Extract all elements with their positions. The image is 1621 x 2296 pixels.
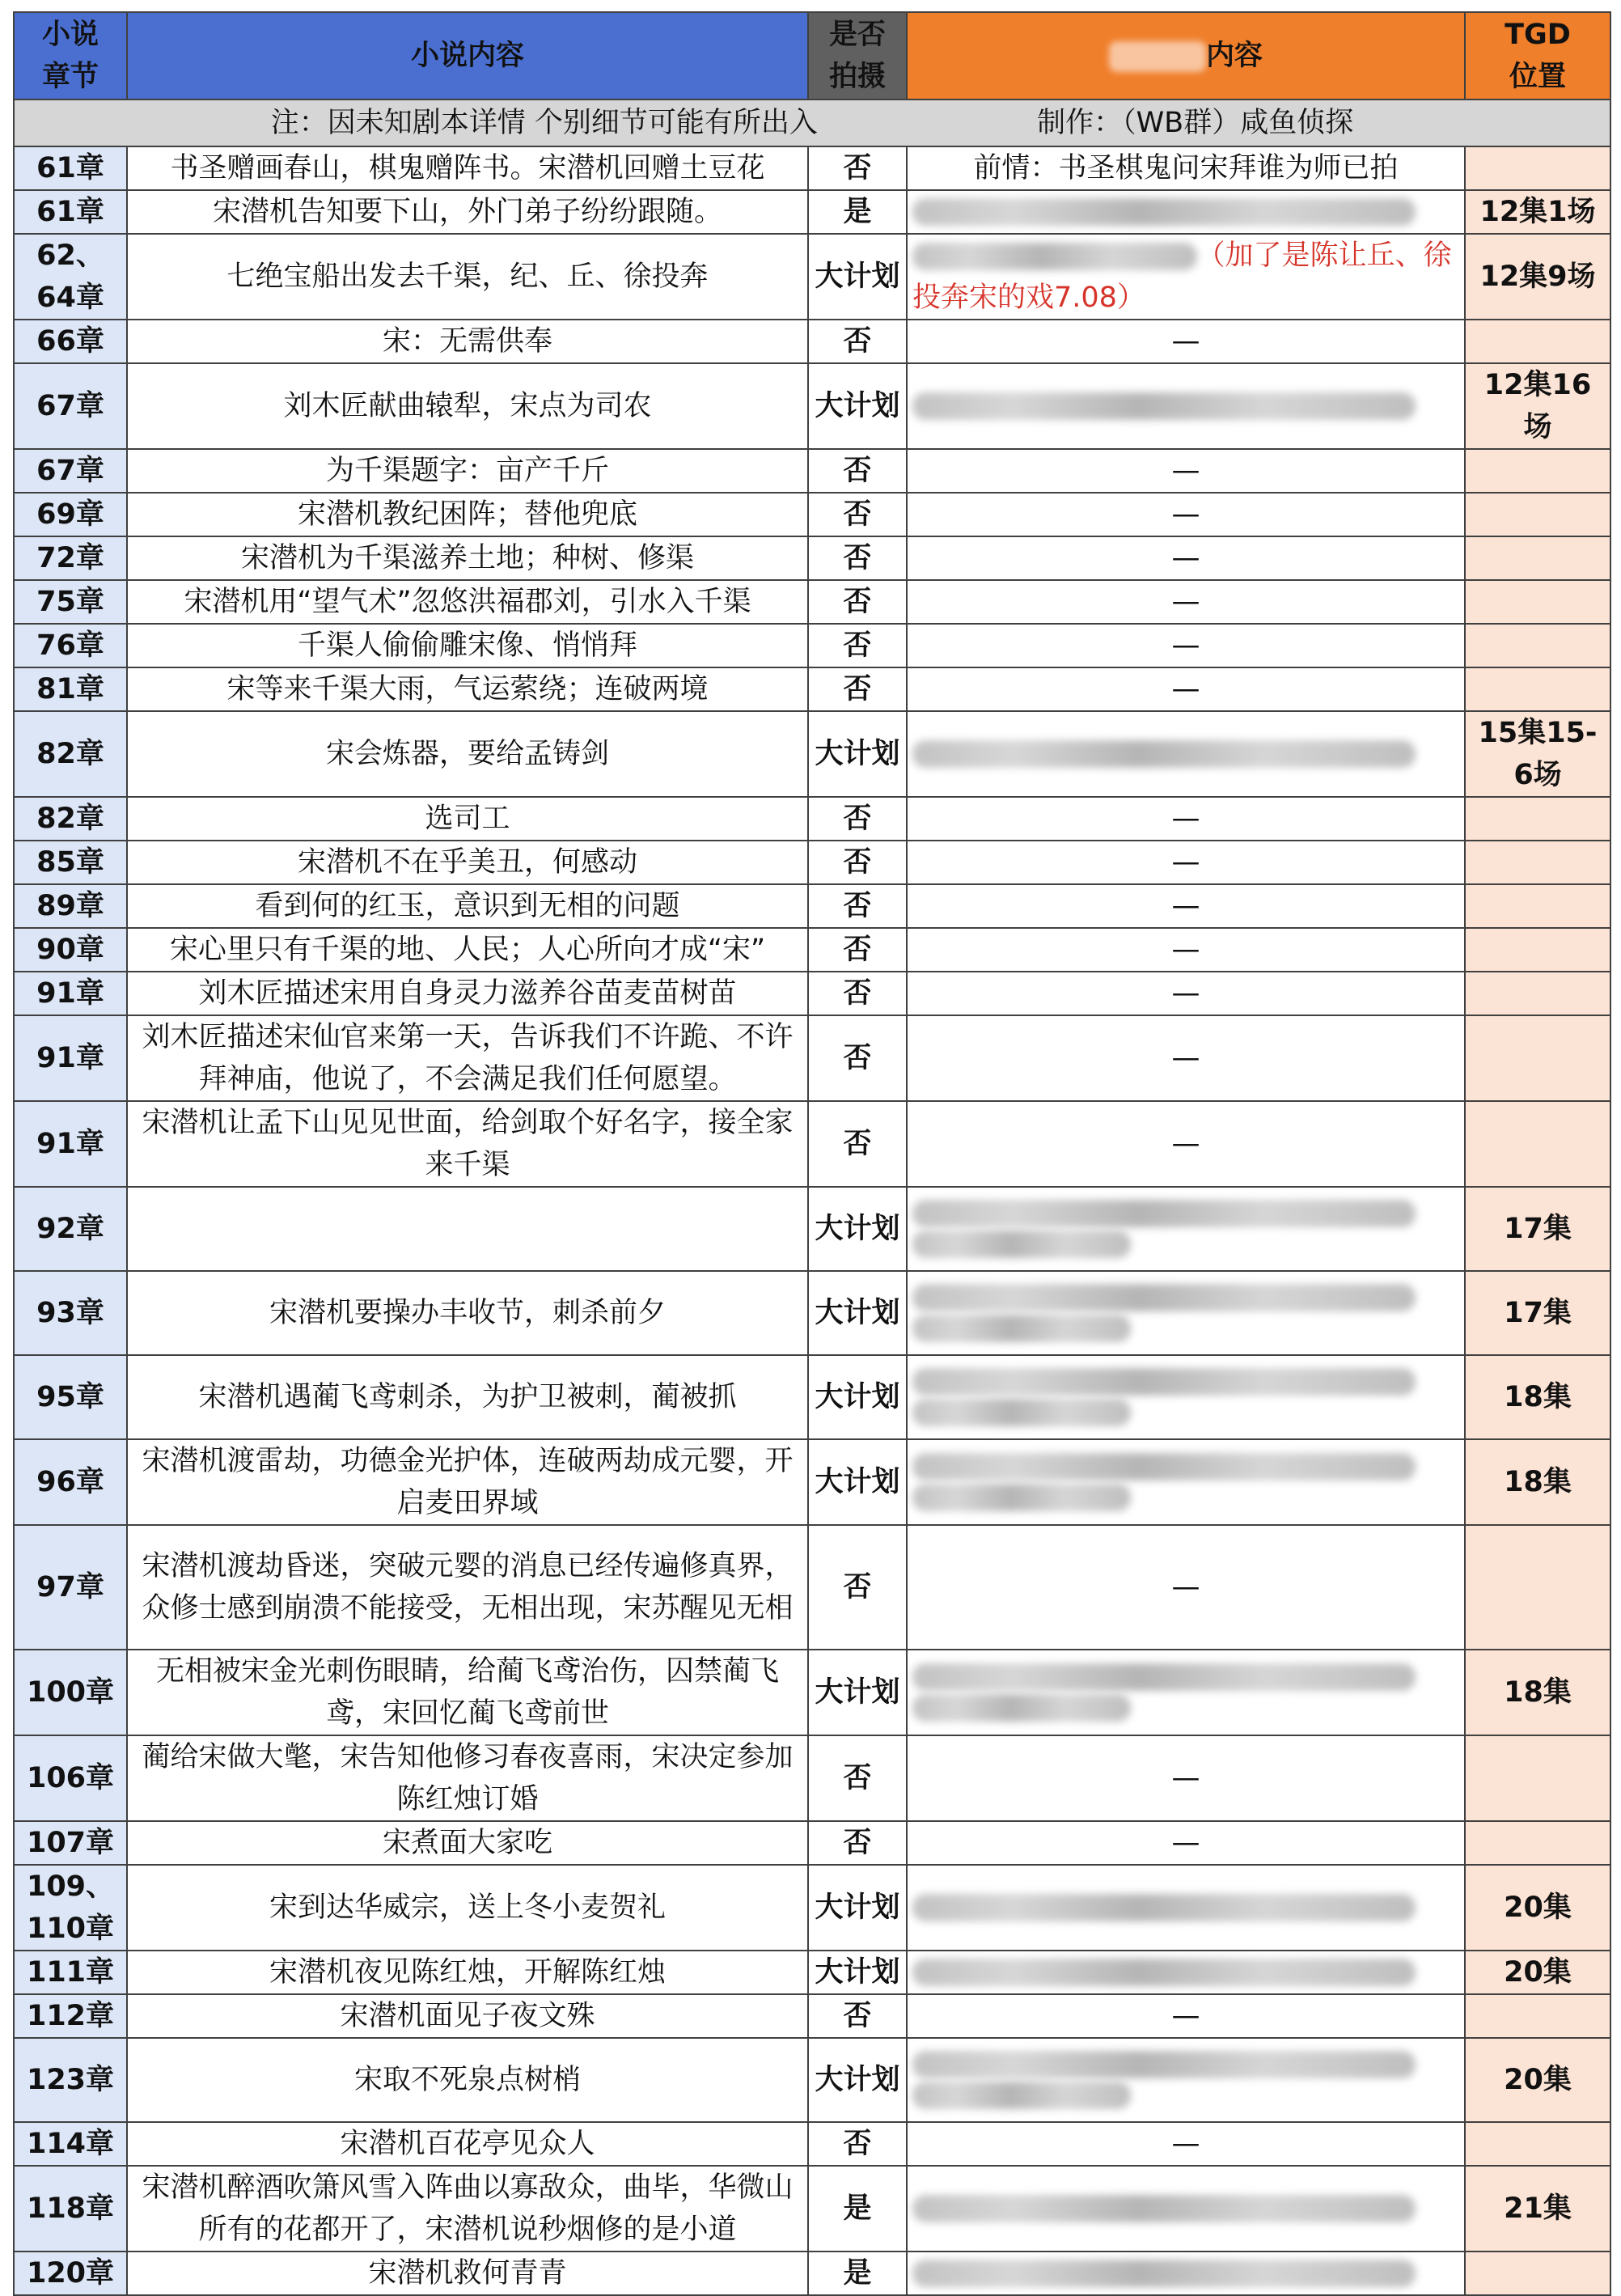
chapter-cell: 91章: [14, 1101, 127, 1187]
script-content-cell: —: [907, 841, 1465, 884]
header-novel-content: 小说内容: [127, 12, 808, 100]
tgd-position-cell: [1465, 624, 1610, 667]
table-row: [14, 928, 1610, 972]
tgd-position-cell: [1465, 884, 1610, 928]
tgd-position-cell: [1465, 1101, 1610, 1187]
filmed-status-cell: 否: [808, 928, 907, 972]
filmed-status-cell: 大计划: [808, 234, 907, 320]
filmed-status-cell: 大计划: [808, 1439, 907, 1525]
tgd-position-cell: 12集9场: [1465, 234, 1610, 320]
script-content-cell: [907, 1439, 1465, 1525]
filmed-status-cell: 否: [808, 320, 907, 363]
chapter-cell: 107章: [14, 1821, 127, 1865]
novel-content-cell: 选司工: [127, 797, 808, 841]
filmed-status-cell: 否: [808, 1735, 907, 1821]
novel-content-cell: 宋潜机遇蔺飞鸢刺杀，为护卫被刺，蔺被抓: [127, 1355, 808, 1439]
chapter-cell: 76章: [14, 624, 127, 667]
table-row: [14, 624, 1610, 667]
script-content-cell: —: [907, 1735, 1465, 1821]
filmed-status-cell: 否: [808, 797, 907, 841]
filmed-status-cell: 大计划: [808, 1187, 907, 1271]
table-row: [14, 2038, 1610, 2122]
redacted-text-blur: [912, 2195, 1416, 2222]
chapter-cell: 89章: [14, 884, 127, 928]
table-row: [14, 234, 1610, 320]
tgd-position-cell: [1465, 320, 1610, 363]
redacted-text-blur: [912, 740, 1416, 768]
tgd-position-cell: [1465, 667, 1610, 711]
script-content-cell: [907, 2252, 1465, 2295]
table-row: [14, 1271, 1610, 1355]
redacted-text-blur: [912, 1231, 1131, 1258]
table-row: [14, 972, 1610, 1015]
novel-content-cell: 宋潜机教纪困阵；替他兜底: [127, 493, 808, 536]
novel-content-cell: 蔺给宋做大氅，宋告知他修习春夜喜雨，宋决定参加陈红烛订婚: [127, 1735, 808, 1821]
redacted-text-blur: [912, 1200, 1416, 1227]
chapter-cell: 100章: [14, 1650, 127, 1735]
filmed-status-cell: 大计划: [808, 1951, 907, 1994]
script-content-cell: [907, 1187, 1465, 1271]
redacted-text-blur: [912, 2082, 1131, 2109]
novel-content-cell: 宋潜机用“望气术”忽悠洪福郡刘，引水入千渠: [127, 580, 808, 624]
novel-content-cell: 宋潜机为千渠滋养土地；种树、修渠: [127, 536, 808, 580]
tgd-position-cell: [1465, 797, 1610, 841]
filmed-status-cell: 否: [808, 1101, 907, 1187]
header-script-content: [907, 12, 1465, 100]
script-content-cell: —: [907, 928, 1465, 972]
chapter-cell: 120章: [14, 2252, 127, 2295]
table-row: [14, 493, 1610, 536]
novel-content-cell: 千渠人偷偷雕宋像、悄悄拜: [127, 624, 808, 667]
table-row: [14, 1525, 1610, 1650]
table-row: [14, 1735, 1610, 1821]
script-content-cell: —: [907, 2122, 1465, 2166]
chapter-cell: 66章: [14, 320, 127, 363]
tgd-position-cell: 20集: [1465, 1951, 1610, 1994]
filmed-status-cell: 否: [808, 2122, 907, 2166]
tgd-position-cell: [1465, 972, 1610, 1015]
chapter-cell: 69章: [14, 493, 127, 536]
chapter-comparison-table: [13, 11, 1611, 2296]
novel-content-cell: 宋取不死泉点树梢: [127, 2038, 808, 2122]
tgd-position-cell: 12集1场: [1465, 190, 1610, 234]
script-content-cell: —: [907, 1015, 1465, 1101]
note-right: 制作：（WB群）咸鱼侦探: [1037, 107, 1354, 139]
filmed-status-cell: 是: [808, 2252, 907, 2295]
script-content-cell: —: [907, 320, 1465, 363]
tgd-position-cell: 18集: [1465, 1439, 1610, 1525]
novel-content-cell: 宋：无需供奉: [127, 320, 808, 363]
redacted-text-blur: [912, 392, 1416, 420]
chapter-cell: 114章: [14, 2122, 127, 2166]
novel-content-cell: 刘木匠献曲辕犁，宋点为司农: [127, 363, 808, 449]
novel-content-cell: 宋潜机夜见陈红烛，开解陈红烛: [127, 1951, 808, 1994]
redacted-text-blur: [912, 198, 1416, 226]
script-content-cell: —: [907, 580, 1465, 624]
novel-content-cell: 宋等来千渠大雨，气运萦绕；连破两境: [127, 667, 808, 711]
redacted-text-blur: [912, 1694, 1131, 1722]
chapter-cell: 90章: [14, 928, 127, 972]
redacted-text-blur: [912, 1315, 1131, 1342]
chapter-cell: 118章: [14, 2166, 127, 2252]
novel-content-cell: 宋煮面大家吃: [127, 1821, 808, 1865]
table-row: [14, 190, 1610, 234]
chapter-cell: 91章: [14, 1015, 127, 1101]
tgd-position-cell: [1465, 1994, 1610, 2038]
novel-content-cell: 宋潜机渡雷劫，功德金光护体，连破两劫成元婴，开启麦田界域: [127, 1439, 808, 1525]
script-content-cell: [907, 1355, 1465, 1439]
tgd-position-cell: 17集: [1465, 1271, 1610, 1355]
tgd-position-cell: [1465, 2122, 1610, 2166]
script-content-cell: —: [907, 1525, 1465, 1650]
tgd-position-cell: [1465, 580, 1610, 624]
table-row: [14, 580, 1610, 624]
filmed-status-cell: 否: [808, 580, 907, 624]
filmed-status-cell: 否: [808, 1015, 907, 1101]
redacted-text-blur: [912, 243, 1197, 270]
table-row: [14, 2122, 1610, 2166]
chapter-cell: 85章: [14, 841, 127, 884]
chapter-cell: 111章: [14, 1951, 127, 1994]
table-row: [14, 1951, 1610, 1994]
novel-content-cell: 无相被宋金光刺伤眼睛，给蔺飞鸢治伤，囚禁蔺飞鸢，宋回忆蔺飞鸢前世: [127, 1650, 808, 1735]
filmed-status-cell: 否: [808, 841, 907, 884]
filmed-status-cell: 大计划: [808, 1865, 907, 1951]
redacted-mark: [1109, 41, 1206, 72]
tgd-position-cell: [1465, 493, 1610, 536]
filmed-status-cell: 大计划: [808, 1271, 907, 1355]
tgd-position-cell: [1465, 841, 1610, 884]
script-content-cell: [907, 1650, 1465, 1735]
script-content-cell: [907, 363, 1465, 449]
novel-content-cell: 宋潜机百花亭见众人: [127, 2122, 808, 2166]
novel-content-cell: 宋会炼器，要给孟铸剑: [127, 711, 808, 797]
chapter-cell: 91章: [14, 972, 127, 1015]
script-content-cell: —: [907, 1821, 1465, 1865]
redacted-text-blur: [912, 1663, 1416, 1691]
filmed-status-cell: 否: [808, 1525, 907, 1650]
chapter-cell: 67章: [14, 449, 127, 493]
table-row: [14, 146, 1610, 190]
note-left: 注：因未知剧本详情 个别细节可能有所出入: [270, 107, 818, 139]
filmed-status-cell: 否: [808, 146, 907, 190]
novel-content-cell: 宋潜机渡劫昏迷，突破元婴的消息已经传遍修真界，众修士感到崩溃不能接受，无相出现，宋苏醒见无相: [127, 1525, 808, 1650]
tgd-position-cell: 21集: [1465, 2166, 1610, 2252]
script-content-cell: [907, 1865, 1465, 1951]
filmed-status-cell: 大计划: [808, 363, 907, 449]
script-content-cell: [907, 1951, 1465, 1994]
tgd-position-cell: [1465, 1735, 1610, 1821]
filmed-status-cell: 否: [808, 624, 907, 667]
tgd-position-cell: [1465, 146, 1610, 190]
novel-content-cell: 宋潜机醉酒吹箫风雪入阵曲以寡敌众，曲毕，华微山所有的花都开了，宋潜机说秒烟修的是小道: [127, 2166, 808, 2252]
redacted-text-blur: [912, 2260, 1416, 2287]
chapter-cell: 109、110章: [14, 1865, 127, 1951]
novel-content-cell: 七绝宝船出发去千渠，纪、丘、徐投奔: [127, 234, 808, 320]
chapter-cell: 82章: [14, 711, 127, 797]
novel-content-cell: 宋潜机面见子夜文殊: [127, 1994, 808, 2038]
script-content-cell: [907, 190, 1465, 234]
redacted-text-blur: [912, 1959, 1416, 1986]
novel-content-cell: 看到何的红玉，意识到无相的问题: [127, 884, 808, 928]
script-content-cell: 前情：书圣棋鬼问宋拜谁为师已拍: [907, 146, 1465, 190]
novel-content-cell: 宋潜机要操办丰收节，刺杀前夕: [127, 1271, 808, 1355]
script-content-cell: [907, 2038, 1465, 2122]
table-row: [14, 320, 1610, 363]
filmed-status-cell: 否: [808, 449, 907, 493]
script-content-cell: [907, 2166, 1465, 2252]
filmed-status-cell: 是: [808, 2166, 907, 2252]
chapter-cell: 61章: [14, 146, 127, 190]
script-content-cell: —: [907, 449, 1465, 493]
script-content-cell: —: [907, 624, 1465, 667]
tgd-position-cell: 12集16场: [1465, 363, 1610, 449]
chapter-cell: 75章: [14, 580, 127, 624]
table-row: [14, 1355, 1610, 1439]
script-content-cell: —: [907, 972, 1465, 1015]
novel-content-cell: 宋潜机不在乎美丑，何感动: [127, 841, 808, 884]
chapter-cell: 123章: [14, 2038, 127, 2122]
novel-content-cell: 为千渠题字：亩产千斤: [127, 449, 808, 493]
filmed-status-cell: 否: [808, 972, 907, 1015]
header-script-content-label: 内容: [1205, 40, 1263, 72]
script-content-cell: [907, 234, 1465, 320]
tgd-position-cell: 15集15-6场: [1465, 711, 1610, 797]
tgd-position-cell: [1465, 2252, 1610, 2295]
script-content-cell: [907, 711, 1465, 797]
redacted-text-blur: [912, 2051, 1416, 2078]
table-row: [14, 841, 1610, 884]
filmed-status-cell: 大计划: [808, 711, 907, 797]
table-row: [14, 1101, 1610, 1187]
script-content-cell: —: [907, 667, 1465, 711]
filmed-status-cell: 大计划: [808, 2038, 907, 2122]
filmed-status-cell: 大计划: [808, 1355, 907, 1439]
table-row: [14, 1015, 1610, 1101]
filmed-status-cell: 否: [808, 667, 907, 711]
table-row: [14, 449, 1610, 493]
tgd-position-cell: 20集: [1465, 1865, 1610, 1951]
novel-content-cell: [127, 1187, 808, 1271]
table-row: [14, 1865, 1610, 1951]
filmed-status-cell: 否: [808, 1994, 907, 2038]
chapter-cell: 92章: [14, 1187, 127, 1271]
novel-content-cell: 宋到达华威宗，送上冬小麦贺礼: [127, 1865, 808, 1951]
script-content-cell: [907, 1271, 1465, 1355]
tgd-position-cell: 20集: [1465, 2038, 1610, 2122]
chapter-cell: 82章: [14, 797, 127, 841]
filmed-status-cell: 否: [808, 536, 907, 580]
redacted-text-blur: [912, 1453, 1416, 1481]
chapter-cell: 72章: [14, 536, 127, 580]
table-row: [14, 711, 1610, 797]
table-row: [14, 797, 1610, 841]
novel-content-cell: 刘木匠描述宋用自身灵力滋养谷苗麦苗树苗: [127, 972, 808, 1015]
script-content-cell: —: [907, 1101, 1465, 1187]
filmed-status-cell: 否: [808, 884, 907, 928]
script-note-text: （加了是陈让丘、徐投奔宋的戏7.08）: [912, 239, 1452, 314]
chapter-cell: 112章: [14, 1994, 127, 2038]
chapter-cell: 62、64章: [14, 234, 127, 320]
table-row: [14, 536, 1610, 580]
novel-content-cell: 宋心里只有千渠的地、人民；人心所向才成“宋”: [127, 928, 808, 972]
chapter-cell: 61章: [14, 190, 127, 234]
table-row: [14, 2166, 1610, 2252]
filmed-status-cell: 否: [808, 493, 907, 536]
redacted-text-blur: [912, 1284, 1416, 1311]
filmed-status-cell: 是: [808, 190, 907, 234]
chapter-cell: 67章: [14, 363, 127, 449]
filmed-status-cell: 大计划: [808, 1650, 907, 1735]
chapter-cell: 93章: [14, 1271, 127, 1355]
table-row: [14, 884, 1610, 928]
novel-content-cell: 刘木匠描述宋仙官来第一天，告诉我们不许跪、不许拜神庙，他说了，不会满足我们任何愿望。: [127, 1015, 808, 1101]
tgd-position-cell: [1465, 1015, 1610, 1101]
chapter-cell: 106章: [14, 1735, 127, 1821]
redacted-text-blur: [912, 1484, 1131, 1511]
script-content-cell: —: [907, 884, 1465, 928]
redacted-text-blur: [912, 1399, 1131, 1426]
table-row: [14, 1439, 1610, 1525]
table-row: [14, 2252, 1610, 2295]
note-cell: [14, 100, 1610, 146]
tgd-position-cell: [1465, 1525, 1610, 1650]
table-row: [14, 1187, 1610, 1271]
table-row: [14, 1650, 1610, 1735]
header-tgd-position: TGD 位置: [1465, 12, 1610, 100]
script-content-cell: —: [907, 797, 1465, 841]
header-chapter: 小说 章节: [14, 12, 127, 100]
tgd-position-cell: [1465, 449, 1610, 493]
table-row: [14, 667, 1610, 711]
chapter-cell: 96章: [14, 1439, 127, 1525]
table-row: [14, 1821, 1610, 1865]
header-filmed: 是否 拍摄: [808, 12, 907, 100]
novel-content-cell: 书圣赠画春山，棋鬼赠阵书。宋潜机回赠土豆花: [127, 146, 808, 190]
script-content-cell: —: [907, 536, 1465, 580]
novel-content-cell: 宋潜机告知要下山，外门弟子纷纷跟随。: [127, 190, 808, 234]
table-row: [14, 1994, 1610, 2038]
tgd-position-cell: [1465, 928, 1610, 972]
header-row: [14, 12, 1610, 100]
tgd-position-cell: 18集: [1465, 1650, 1610, 1735]
script-content-cell: —: [907, 1994, 1465, 2038]
table-row: [14, 363, 1610, 449]
chapter-cell: 81章: [14, 667, 127, 711]
note-row: [14, 100, 1610, 146]
tgd-position-cell: [1465, 1821, 1610, 1865]
chapter-cell: 95章: [14, 1355, 127, 1439]
redacted-text-blur: [912, 1894, 1416, 1921]
tgd-position-cell: 17集: [1465, 1187, 1610, 1271]
tgd-position-cell: [1465, 536, 1610, 580]
novel-content-cell: 宋潜机救何青青: [127, 2252, 808, 2295]
tgd-position-cell: 18集: [1465, 1355, 1610, 1439]
redacted-text-blur: [912, 1368, 1416, 1396]
chapter-cell: 97章: [14, 1525, 127, 1650]
filmed-status-cell: 否: [808, 1821, 907, 1865]
novel-content-cell: 宋潜机让孟下山见见世面，给剑取个好名字，接全家来千渠: [127, 1101, 808, 1187]
script-content-cell: —: [907, 493, 1465, 536]
